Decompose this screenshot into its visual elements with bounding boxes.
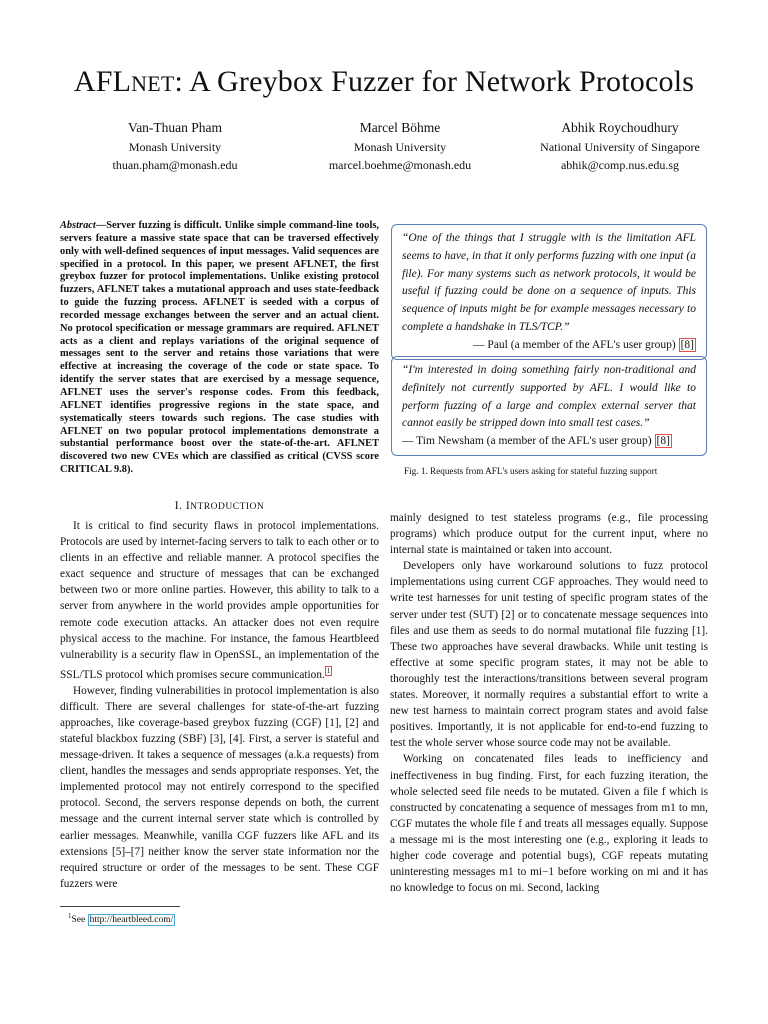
quote-box-2 (391, 356, 707, 456)
left-column-body (60, 518, 379, 892)
paragraph: Working on concatenated files leads to inefficiency and ineffectiveness in bug finding. First, for each fuzzing iteration, the whole selected seed file needs to be mutated. Given a file f which is constructed by concatenating a sequence of messages from m1 to mn, CGF mutates the whole file f and treats all messages equally. Suppose a message mi is the most interesting one (e.g., exploring it leads to higher code coverage and potential bugs), CGF repeats mutating uninteresting messages m1 to mi−1 before working on mi and it has no knowledge to focus on mi. Second, lacking (390, 753, 708, 895)
quote-attribution: — Paul (a member of the AFL's user group) [8] (473, 338, 694, 351)
section-heading: I. INTRODUCTION (174, 500, 265, 512)
citation-link[interactable]: [8] (656, 435, 670, 448)
footnote-url-link[interactable]: http://heartbleed.com/ (89, 915, 174, 926)
abstract-text: —Server fuzzing is difficult. Unlike simple command-line tools, servers feature a massive state space that can be traversed effectively only with well-defined sequences of input messages. Valid sequences are specified in a protocol. In this paper, we present AFLNET, the first greybox fuzzer for protocol implementations. Unlike existing protocol fuzzers, AFLNET takes a mutational approach and uses state-feedback to guide the fuzzing process. AFLNET is seeded with a corpus of recorded message exchanges between the server and an actual client. No protocol specification or message grammars are required. AFLNET acts as a client and replays variations of the original sequence of messages sent to the server and retains those variations that were effective at increasing the coverage of the code or state space. To identify the server states that are exercised by a message sequence, AFLNET uses the server's response codes. From this feedback, AFLNET identifies progressive regions in the state space, and systematically steers towards such regions. The case studies with AFLNET on two popular protocol implementations demonstrate a substantial performance boost over the state-of-the-art. AFLNET discovered two new CVEs which are classified as critical (CVSS score CRITICAL 9.8). (60, 220, 379, 476)
author-email: marcel.boehme@monash.edu (328, 158, 472, 172)
paper-title: AFLNET: A Greybox Fuzzer for Network Protocols (73, 65, 695, 98)
author-affiliation: National University of Singapore (540, 140, 700, 154)
right-column-body (390, 510, 708, 896)
quote-attribution: — Tim Newsham (a member of the AFL's user group) [8] (402, 435, 670, 448)
paragraph: However, finding vulnerabilities in protocol implementation is also difficult. There are several challenges for state-of-the-art fuzzing approaches, like coverage-based greybox fuzzing (CGF) [1], [2] and stateful blackbox fuzzing (SBF) [3], [4]. First, a server is stateful and message-driven. It takes a sequence of messages (a.k.a requests) from client, handles the messages and sends appropriate responses. Yet, the implemented protocol may not entirely correspond to the specified protocol. Second, the servers response depends on both, the current message and the current internal server state which is controlled by earlier messages. Meanwhile, vanilla CGF fuzzers like AFL and its extensions [5]–[7] neither know the server state information nor the required structure or order of the messages to be sent. These CGF fuzzers were (60, 684, 379, 890)
footnote: $^1$See http://heartbleed.com/ (68, 912, 174, 926)
quote-text: “I'm interested in doing something fairly non-traditional and definitely not currently supported by AFL. I would like to perform fuzzing of a large and complex external server that cannot easily be stripped down into small test cases.” (402, 364, 696, 430)
footnote-ref[interactable]: 1 (326, 666, 331, 675)
author-affiliation: Monash University (128, 140, 222, 154)
author-1 (80, 118, 270, 174)
author-name: Abhik Roychoudhury (561, 120, 679, 135)
quote-text: “One of the things that I struggle with is the limitation AFL seems to have, in that it only performs fuzzing with one input (a file). For many systems such as network protocols, it would be useful if fuzzing could be done on a sequence of inputs. This sequence of inputs might be for example messages necessary to complete a handshake in TLS/TCP.” (402, 232, 696, 333)
paragraph: Developers only have workaround solutions to fuzz protocol implementations using current CGF approaches. They would need to write test harnesses for unit testing of specific program states of the server under test (SUT) [2] or to concatenate message sequences into files and use them as seeds to do normal mutational file fuzzing [1]. These two approaches have several drawbacks. While unit testing is effective at some specific program states, it may not be able to thoroughly test the interactions/transitions between several program states. Moreover, it normally requires a substantial effort to write a new test harness to maintain correct program states and avoid false positives. Importantly, it is not applicable for end-to-end fuzzing to test the whole server whose source code may not be available. (390, 560, 708, 750)
author-2 (280, 118, 520, 174)
abstract-label: Abstract (60, 220, 96, 231)
author-block (52, 118, 720, 174)
paragraph: It is critical to find security flaws in protocol implementations. Protocols are used by internet-facing servers to talk to each other or to clients in an effective and reliable manner. A protocol specifies the exact sequence and structure of messages that can be exchanged between two or more online parties. However, this ability to talk to a server from anywhere in the world provides ample opportunities for remote code execution attacks. An attacker does not even require physical access to the machine. For instance, the famous Heartbleed vulnerability is a security flaw in OpenSSL, an implementation of the SSL/TLS protocol which promises secure communication. $^1$ (60, 520, 379, 681)
author-name: Van-Thuan Pham (127, 120, 223, 135)
figure-caption: Fig. 1. Requests from AFL's users asking for stateful fuzzing support (404, 466, 658, 476)
author-affiliation: Monash University (353, 140, 447, 154)
author-email: thuan.pham@monash.edu (112, 158, 238, 172)
author-email: abhik@comp.nus.edu.sg (560, 158, 680, 172)
footnote-divider (60, 906, 180, 907)
quote-box-1 (391, 224, 707, 360)
author-name: Marcel Böhme (359, 120, 441, 135)
abstract (60, 220, 379, 477)
citation-link[interactable]: [8] (680, 338, 694, 351)
author-3 (520, 118, 720, 174)
paragraph: mainly designed to test stateless programs (e.g., file processing programs) which produce output for the current input, where no internal state is maintained or taken into account. (390, 512, 708, 557)
